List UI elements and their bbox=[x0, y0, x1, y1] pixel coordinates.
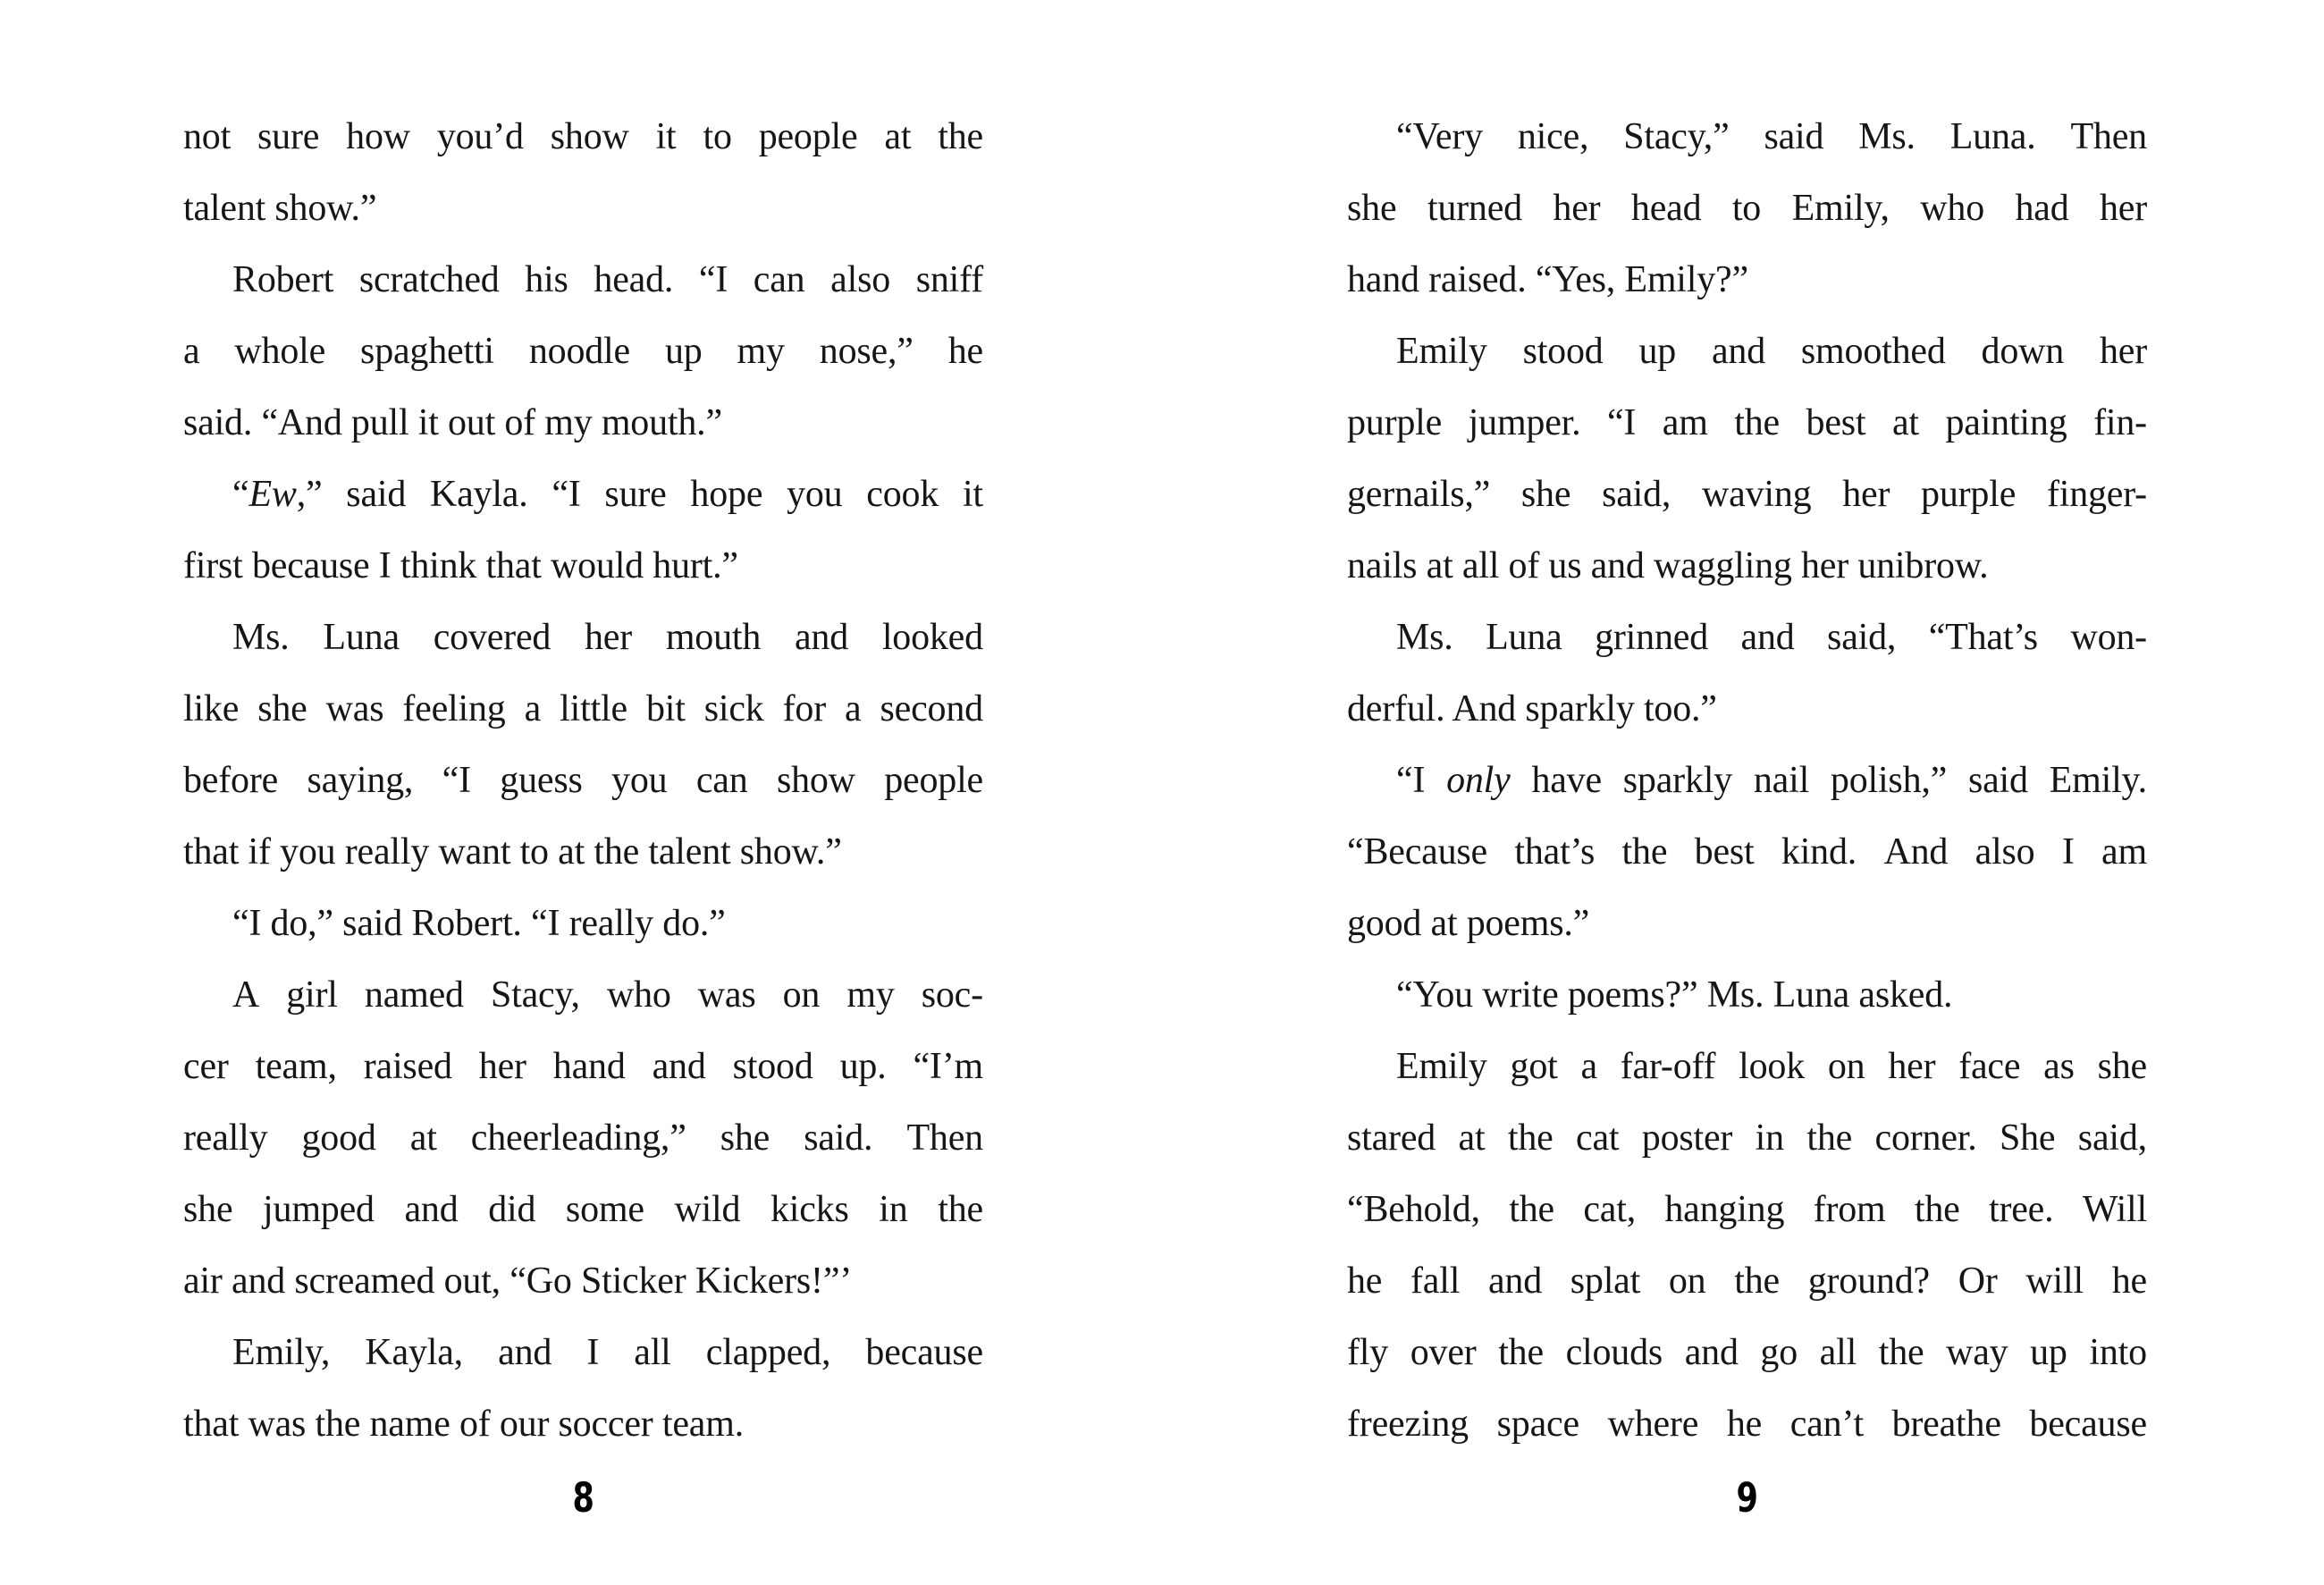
text-line: “Ew,” said Kayla. “I sure hope you cook it bbox=[232, 474, 983, 515]
page-right-lines bbox=[1347, 101, 2147, 1460]
page-number-right bbox=[1347, 1473, 2147, 1523]
text-line: a whole spaghetti noodle up my nose,” he bbox=[183, 331, 983, 372]
text-line: freezing space where he can’t breathe because bbox=[1347, 1404, 2147, 1445]
right-page bbox=[1347, 101, 2147, 1460]
text-line: said. “And pull it out of my mouth.” bbox=[183, 402, 722, 443]
text-line: she jumped and did some wild kicks in the bbox=[183, 1189, 983, 1230]
text-line: like she was feeling a little bit sick for a second bbox=[183, 688, 983, 729]
text-line: Ms. Luna grinned and said, “That’s won- bbox=[1396, 617, 2147, 658]
text-line: “Very nice, Stacy,” said Ms. Luna. Then bbox=[1396, 116, 2147, 157]
text-line: Robert scratched his head. “I can also sniff bbox=[232, 259, 983, 300]
left-page bbox=[183, 101, 983, 1460]
text-line: Emily got a far-off look on her face as she bbox=[1396, 1046, 2147, 1087]
text-line: fly over the clouds and go all the way up into bbox=[1347, 1332, 2147, 1373]
page-number-left-value: 8 bbox=[572, 1474, 594, 1522]
text-line: really good at cheerleading,” she said. Then bbox=[183, 1117, 983, 1159]
text-line: “I do,” said Robert. “I really do.” bbox=[232, 903, 726, 944]
text-line: hand raised. “Yes, Emily?” bbox=[1347, 259, 1748, 300]
text-line: before saying, “I guess you can show people bbox=[183, 760, 983, 801]
text-line: A girl named Stacy, who was on my soc- bbox=[232, 974, 983, 1016]
text-line: derful. And sparkly too.” bbox=[1347, 688, 1717, 729]
text-line: he fall and splat on the ground? Or will he bbox=[1347, 1260, 2147, 1302]
text-line: “You write poems?” Ms. Luna asked. bbox=[1396, 974, 1953, 1016]
text-line: stared at the cat poster in the corner. She said, bbox=[1347, 1117, 2147, 1159]
text-line: air and screamed out, “Go Sticker Kickers!”’ bbox=[183, 1260, 853, 1302]
text-line: “Behold, the cat, hanging from the tree. Will bbox=[1347, 1189, 2147, 1230]
text-line: gernails,” she said, waving her purple finger- bbox=[1347, 474, 2147, 515]
text-line: nails at all of us and waggling her unibrow. bbox=[1347, 545, 1989, 586]
text-line: not sure how you’d show it to people at the bbox=[183, 116, 983, 157]
page-number-left bbox=[183, 1473, 983, 1523]
page-left-lines bbox=[183, 101, 983, 1460]
text-line: purple jumper. “I am the best at painting fin- bbox=[1347, 402, 2147, 443]
text-line: Ms. Luna covered her mouth and looked bbox=[232, 617, 983, 658]
text-line: she turned her head to Emily, who had her bbox=[1347, 188, 2147, 229]
text-line: first because I think that would hurt.” bbox=[183, 545, 738, 586]
text-line: that was the name of our soccer team. bbox=[183, 1404, 745, 1445]
text-line: “I only have sparkly nail polish,” said Emily. bbox=[1396, 760, 2147, 801]
text-line: that if you really want to at the talent show.” bbox=[183, 831, 842, 873]
text-line: cer team, raised her hand and stood up. “I’m bbox=[183, 1046, 983, 1087]
text-line: talent show.” bbox=[183, 188, 377, 229]
text-line: Emily stood up and smoothed down her bbox=[1396, 331, 2147, 372]
text-line: good at poems.” bbox=[1347, 903, 1590, 944]
page-number-right-value: 9 bbox=[1736, 1474, 1758, 1522]
text-line: “Because that’s the best kind. And also I am bbox=[1347, 831, 2147, 873]
text-line: Emily, Kayla, and I all clapped, because bbox=[232, 1332, 983, 1373]
